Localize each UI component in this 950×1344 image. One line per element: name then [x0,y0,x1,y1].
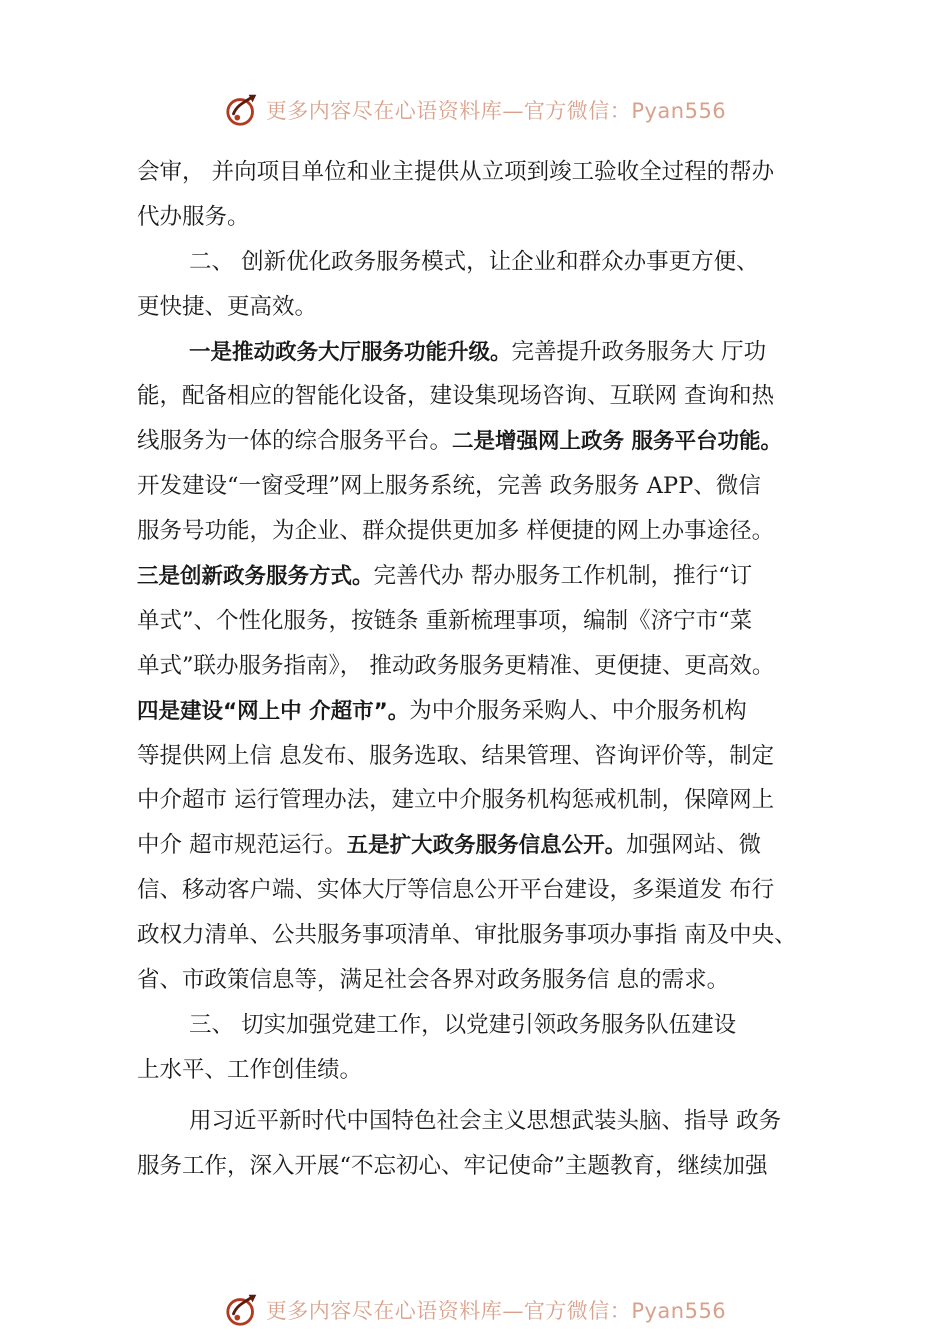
text-line: 单式”联办服务指南》， 推动政务服务更精准、更便捷、更高效。 [137,652,775,679]
document-body [137,150,837,1188]
text-line: 四是建设“网上中 介超市”。为中介服务采购人、中介服务机构 [137,697,747,724]
text-line: 服务工作，深入开展“不忘初心、牢记使命”主题教育，继续加强 [137,1152,768,1179]
header-watermark [0,88,950,132]
text-line: 省、市政策信息等，满足社会各界对政务服务信 息的需求。 [137,967,730,994]
text-line: 上水平、工作创佳绩。 [137,1056,363,1083]
text-line: 信、移动客户端、实体大厅等信息公开平台建设，多渠道发 布行 [137,877,775,904]
text-line: 会审， 并向项目单位和业主提供从立项到竣工验收全过程的帮办 [137,159,775,185]
text-line: 等提供网上信 息发布、服务选取、结果管理、咨询评价等，制定 [137,742,775,769]
text-line: 能，配备相应的智能化设备，建设集现场咨询、互联网 查询和热 [137,383,775,410]
text-line: 开发建设“一窗受理”网上服务系统，完善 政务服务 APP、微信 [137,473,761,500]
brand-logo-icon [224,1291,262,1329]
brand-logo-icon [224,91,262,129]
text-line: 一是推动政务大厅服务功能升级。完善提升政务服务大 厅功 [189,338,767,365]
text-line: 政权力清单、公共服务事项清单、审批服务事项办事指 南及中央、 [137,922,797,949]
banner-official: 官方微信： [523,1299,632,1323]
banner-dash: — [502,1299,524,1323]
text-line: 用习近平新时代中国特色社会主义思想武装头脑、指导 政务 [189,1107,782,1134]
footer-watermark [0,1288,950,1332]
section-heading: 三、 切实加强党建工作，以党建引领政务服务队伍建设 [189,1011,737,1038]
banner-dash: — [502,99,524,123]
bold-lead: 三是创新政务服务方式。 [137,564,374,590]
text-line: 单式”、个性化服务，按链条 重新梳理事项，编制《济宁市“菜 [137,607,753,634]
text-line: 更快捷、更高效。 [137,293,318,320]
banner-brand: 更多内容尽在心语资料库 [265,99,503,123]
text-line: 代办服务。 [137,203,250,230]
text-line: 服务号功能，为企业、群众提供更加多 样便捷的网上办事途径。 [137,518,775,545]
banner-brand: 更多内容尽在心语资料库 [265,1299,503,1323]
banner-wechat-id: Pyan556 [631,99,727,123]
bold-lead: 四是建设“网上中 介超市”。 [137,698,410,724]
text-line: 线服务为一体的综合服务平台。二是增强网上政务 服务平台功能。 [137,428,783,455]
banner-official: 官方微信： [523,99,632,123]
bold-lead: 二是增强网上政务 服务平台功能。 [452,429,783,455]
bold-lead: 一是推动政务大厅服务功能升级。 [189,339,512,365]
text-line: 中介 超市规范运行。五是扩大政务服务信息公开。加强网站、微 [137,832,762,859]
banner-wechat-id: Pyan556 [631,1299,727,1323]
bold-lead: 五是扩大政务服务信息公开。 [346,833,627,859]
text-line: 三是创新政务服务方式。完善代办 帮办服务工作机制，推行“订 [137,563,753,590]
section-heading: 二、 创新优化政务服务模式，让企业和群众办事更方便、 [189,248,759,275]
text-line: 中介超市 运行管理办法，建立中介服务机构惩戒机制，保障网上 [137,787,775,814]
